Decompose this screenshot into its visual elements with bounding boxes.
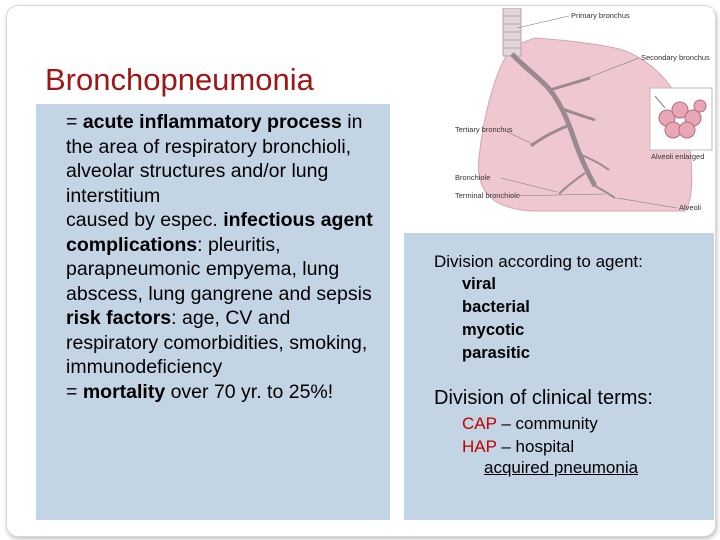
agent-item: viral: [462, 275, 496, 293]
slide-title: Bronchopneumonia: [45, 62, 314, 97]
lung-anatomy-diagram: [455, 8, 713, 213]
definition-text: [66, 110, 386, 404]
risk-bold: risk factors: [66, 307, 172, 329]
mortality-paragraph: [66, 380, 386, 405]
cap-abbr: CAP: [462, 414, 497, 433]
cause-prefix: caused by espec.: [66, 209, 224, 231]
label-tertiary-bronchus: Tertiary bronchus: [455, 125, 513, 134]
cap-line: [462, 414, 598, 434]
label-secondary-bronchus: Secondary bronchus: [641, 53, 710, 62]
risk-rest: : age, CV and respiratory comorbidities, smoking, immunodeficiency: [66, 307, 368, 378]
comp-bold: complications: [66, 233, 198, 256]
label-alveoli-enlarged: Alveoli enlarged: [651, 152, 705, 161]
def-rest: in the area of respiratory bronchioli, alveolar structures and/or lung interstitium: [66, 111, 363, 207]
agent-item: bacterial: [462, 298, 530, 316]
complications-paragraph: [66, 233, 386, 307]
label-primary-bronchus: Primary bronchus: [571, 11, 630, 20]
mort-bold: mortality: [82, 380, 166, 403]
agent-item: mycotic: [462, 321, 525, 339]
agent-item: parasitic: [462, 344, 530, 362]
clinical-heading: Division of clinical terms:: [434, 387, 653, 409]
risk-paragraph: [66, 306, 386, 380]
hap-abbr: HAP: [462, 437, 497, 456]
definition-paragraph: [66, 110, 386, 208]
cap-text: – community: [496, 414, 598, 433]
label-bronchiole: Bronchiole: [455, 173, 491, 182]
comp-rest: : pleuritis, parapneumonic empyema, lung abscess, lung gangrene and sepsis: [66, 233, 372, 305]
acquired-pneumonia: acquired pneumonia: [484, 458, 639, 477]
hap-text: – hospital: [496, 437, 575, 456]
mort-prefix: =: [66, 380, 83, 403]
label-alveoli: Alveoli: [679, 203, 702, 212]
def-bold: acute inflammatory process: [82, 111, 342, 133]
label-terminal-bronchiole: Terminal bronchiole: [455, 191, 521, 200]
def-prefix: =: [66, 111, 83, 133]
mort-rest: over 70 yr. to 25%!: [165, 380, 334, 403]
hap-line: [462, 437, 574, 457]
cause-bold: infectious agent: [223, 209, 373, 231]
cause-paragraph: [66, 208, 386, 233]
agent-heading: Division according to agent:: [434, 252, 643, 271]
